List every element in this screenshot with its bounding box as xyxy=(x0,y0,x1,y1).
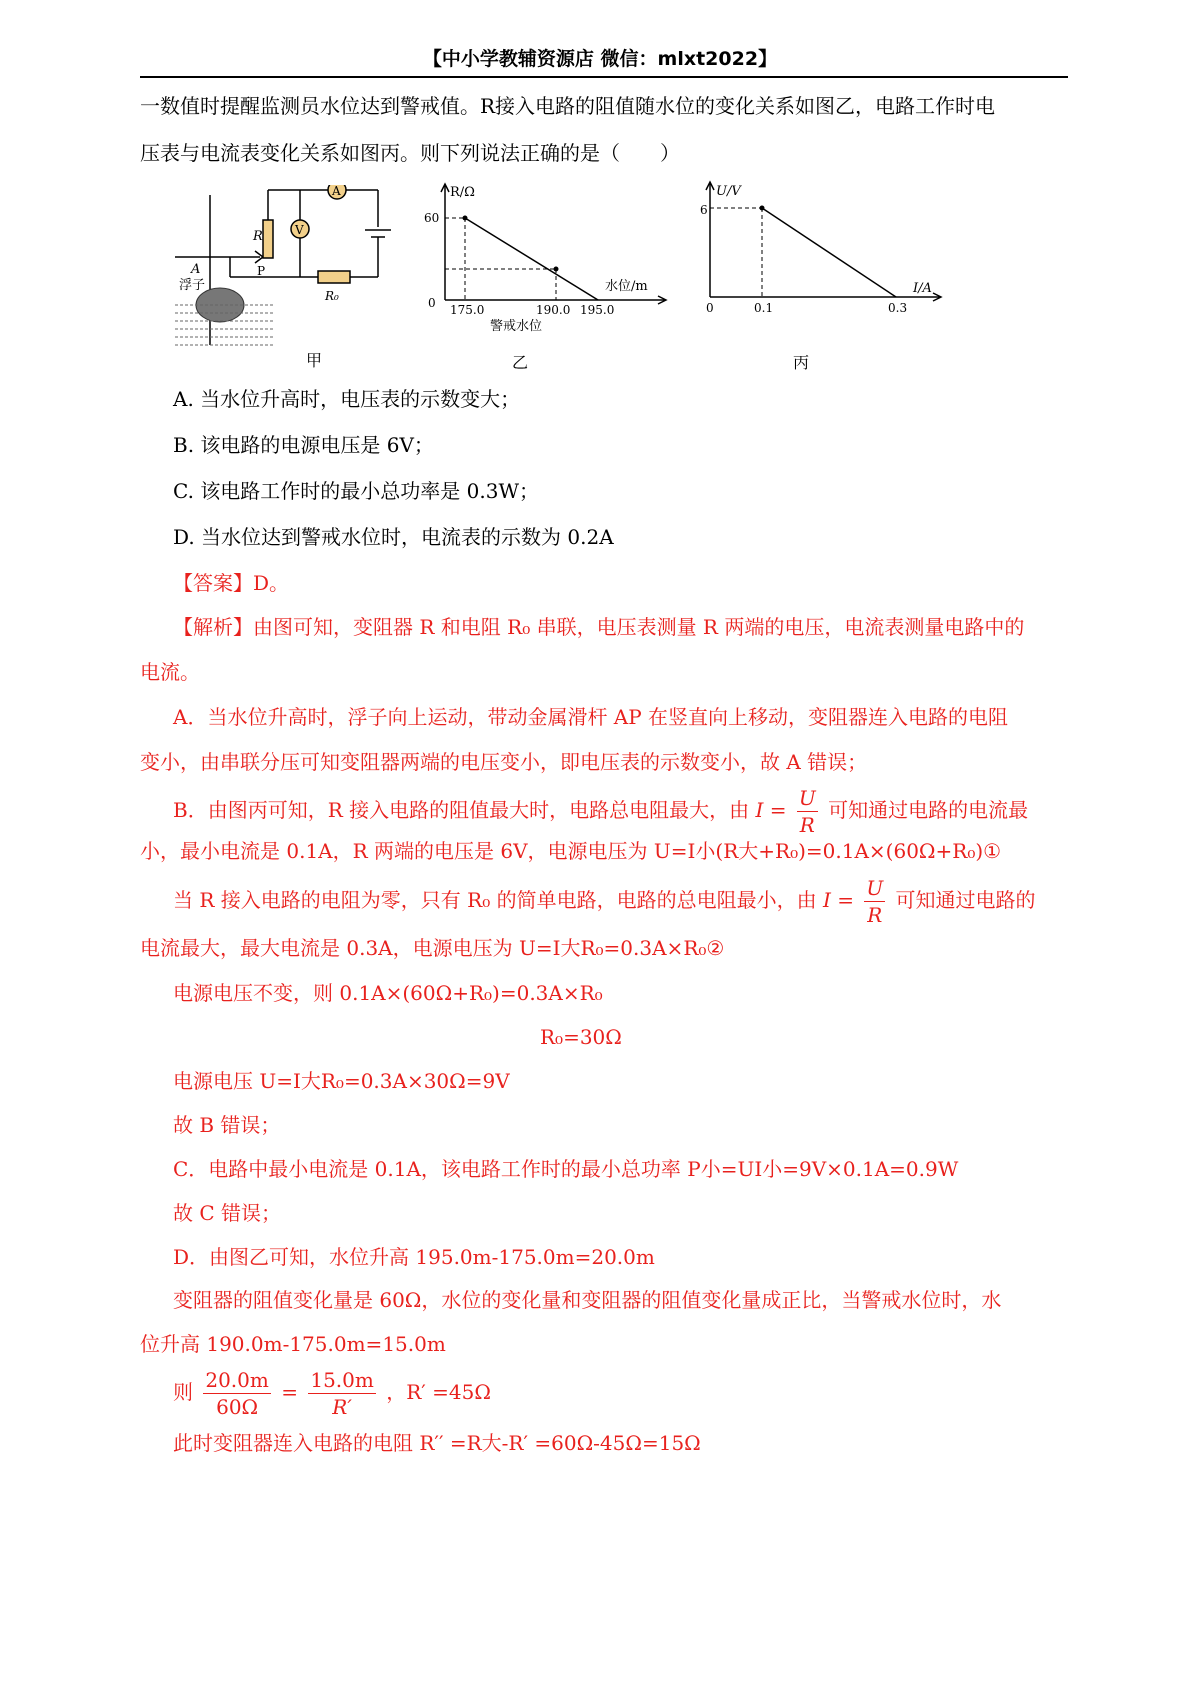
ratio-eq: = xyxy=(281,1380,298,1404)
ohm-eq-2: = xyxy=(837,888,854,912)
ohm-fraction xyxy=(797,785,818,838)
yi-xtick-190: 190.0 xyxy=(536,303,571,317)
caption-bing: 丙 xyxy=(793,353,810,372)
ratio-2-denominator: R′ xyxy=(332,1395,352,1419)
analysis-b-1a: B．由图丙可知，R 接入电路的阻值最大时，电路总电阻最大，由 xyxy=(173,798,750,822)
header-rule xyxy=(140,76,1068,78)
ratio-2-numerator: 15.0m xyxy=(310,1368,374,1392)
question-line-1: 一数值时提醒监测员水位达到警戒值。R接入电路的阻值随水位的变化关系如图乙，电路工作时电 xyxy=(140,94,996,118)
label-ammeter: A xyxy=(332,185,341,198)
ohm-i-2: I xyxy=(822,888,831,912)
analysis-b-3 xyxy=(173,870,1036,930)
ohm-fraction-2 xyxy=(864,875,885,928)
option-d: D. 当水位达到警戒水位时，电流表的示数为 0.2A xyxy=(173,525,614,549)
yi-ytick-60: 60 xyxy=(424,211,440,225)
answer-value: D。 xyxy=(253,571,290,595)
analysis-label: 【解析】 xyxy=(173,615,253,639)
label-p: P xyxy=(257,264,266,278)
label-r: R xyxy=(253,229,263,244)
analysis-line-2: 电流。 xyxy=(140,660,200,684)
label-float: 浮子 xyxy=(179,278,206,293)
question-line-2: 压表与电流表变化关系如图丙。则下列说法正确的是（ ） xyxy=(140,141,680,165)
analysis-a-1: A．当水位升高时，浮子向上运动，带动金属滑杆 AP 在竖直向上移动，变阻器连入电路的电阻 xyxy=(173,705,1009,729)
yi-xtick-195: 195.0 xyxy=(580,303,615,317)
analysis-d-2: 变阻器的阻值变化量是 60Ω，水位的变化量和变阻器的阻值变化量成正比，当警戒水位时，水 xyxy=(173,1288,1002,1312)
analysis-b-2: 小，最小电流是 0.1A，R 两端的电压是 6V，电源电压为 U=I小(R大+R₀)=0.1A×(60Ω+R₀)① xyxy=(140,839,1002,863)
ratio-1-denominator: 60Ω xyxy=(216,1395,259,1419)
analysis-text-1: 由图可知，变阻器 R 和电阻 R₀ 串联，电压表测量 R 两端的电压，电流表测量电路中的 xyxy=(253,615,1025,639)
chart-bing xyxy=(700,175,950,325)
circuit-diagram xyxy=(175,185,425,360)
label-voltmeter: V xyxy=(295,223,304,237)
page-header: 【中小学教辅资源店 微信：mlxt2022】 xyxy=(422,48,778,70)
analysis-b-4: 电流最大，最大电流是 0.3A，电源电压为 U=I大R₀=0.3A×R₀② xyxy=(140,936,725,960)
ohm-denominator-2: R xyxy=(867,903,883,927)
analysis-c-2: 故 C 错误； xyxy=(173,1201,282,1225)
analysis-a-2: 变小，由串联分压可知变阻器两端的电压变小，即电压表的示数变小，故 A 错误； xyxy=(140,750,868,774)
analysis-b-1b: 可知通过电路的电流最 xyxy=(828,798,1029,822)
analysis-b-3b: 可知通过电路的 xyxy=(895,888,1036,912)
caption-jia: 甲 xyxy=(306,351,323,370)
label-r0: R₀ xyxy=(325,289,339,303)
analysis-d-3: 位升高 190.0m-175.0m=15.0m xyxy=(140,1332,446,1356)
analysis-d-4-post: ，R′ =45Ω xyxy=(386,1380,491,1404)
analysis-d-4-pre: 则 xyxy=(173,1380,193,1404)
bing-xtick-0-3: 0.3 xyxy=(888,301,908,315)
ohm-denominator: R xyxy=(799,813,815,837)
yi-xlabel: 水位/m xyxy=(605,279,648,294)
option-a: A. 当水位升高时，电压表的示数变大； xyxy=(173,387,521,411)
option-c: C. 该电路工作时的最小总功率是 0.3W； xyxy=(173,479,540,503)
ohm-eq: = xyxy=(769,798,787,822)
ratio-fraction-1 xyxy=(203,1367,271,1420)
analysis-b-8: 故 B 错误； xyxy=(173,1113,281,1137)
ohm-numerator: U xyxy=(798,786,816,810)
ohm-i: I xyxy=(755,798,764,822)
ratio-fraction-2 xyxy=(308,1367,376,1420)
bing-ylabel: U/V xyxy=(716,184,741,199)
yi-ylabel: R/Ω xyxy=(450,185,475,200)
analysis-b-1 xyxy=(173,780,1028,840)
analysis-d-1: D．由图乙可知，水位升高 195.0m-175.0m=20.0m xyxy=(173,1245,655,1269)
bing-xtick-0: 0 xyxy=(706,301,714,315)
ratio-1-numerator: 20.0m xyxy=(205,1368,269,1392)
bing-xlabel: I/A xyxy=(913,281,932,296)
yi-sublabel: 警戒水位 xyxy=(490,319,543,334)
analysis-line-1 xyxy=(173,612,1024,642)
ohm-numerator-2: U xyxy=(866,876,884,900)
answer-line xyxy=(173,568,289,598)
caption-yi: 乙 xyxy=(512,353,529,372)
yi-xtick-175: 175.0 xyxy=(450,303,485,317)
answer-label: 【答案】 xyxy=(173,571,253,595)
analysis-c-1: C．电路中最小电流是 0.1A，该电路工作时的最小总功率 P小=UI小=9V×0.1A=0.9W xyxy=(173,1157,959,1181)
analysis-b-7: 电源电压 U=I大R₀=0.3A×30Ω=9V xyxy=(173,1069,510,1093)
analysis-b-3a: 当 R 接入电路的电阻为零，只有 R₀ 的简单电路，电路的总电阻最小，由 xyxy=(173,888,817,912)
option-b: B. 该电路的电源电压是 6V； xyxy=(173,433,434,457)
chart-yi xyxy=(420,180,680,340)
analysis-d-4 xyxy=(173,1362,491,1422)
label-a: A xyxy=(191,262,201,277)
analysis-d-5: 此时变阻器连入电路的电阻 R′′ =R大-R′ =60Ω-45Ω=15Ω xyxy=(173,1431,701,1455)
bing-xtick-0-1: 0.1 xyxy=(754,301,774,315)
yi-ytick-0: 0 xyxy=(428,296,436,310)
analysis-b-6: R₀=30Ω xyxy=(540,1025,622,1049)
analysis-b-5: 电源电压不变，则 0.1A×(60Ω+R₀)=0.3A×R₀ xyxy=(173,981,603,1005)
bing-ytick-6: 6 xyxy=(700,203,708,217)
